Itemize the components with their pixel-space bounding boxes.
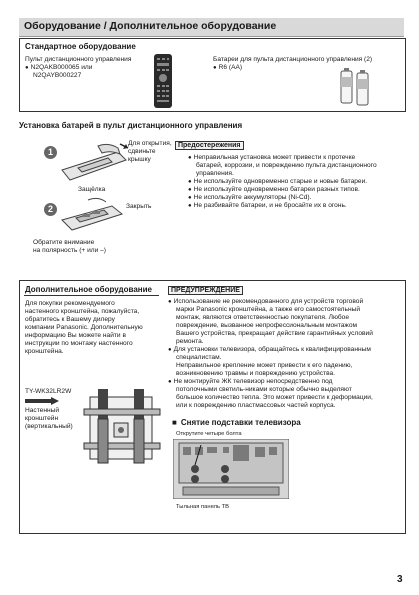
- warning-line-1: ● Использование не рекомендованного для устройств торговой: [168, 298, 363, 306]
- warning-line-5: Вашего устройства, прекращает действие гарантийных условий: [176, 330, 373, 337]
- remote-label: Пульт дистанционного управления: [25, 56, 132, 63]
- wall-bracket-image: [78, 387, 166, 473]
- warning-line-3: монтаж, являются ответственностью покупателя. Любое: [176, 314, 350, 321]
- warning-line-6: ремонта.: [176, 338, 204, 345]
- caption-close: Закрыть: [126, 203, 152, 210]
- page-number: 3: [397, 574, 403, 585]
- optional-equipment-box: [19, 280, 406, 534]
- warning-line-9: Неправильное крепление может привести к его падению,: [176, 362, 353, 369]
- caution-item-4: ● Не используйте аккумуляторы (Ni-Cd).: [188, 194, 311, 202]
- standard-equipment-box: [19, 38, 406, 112]
- caption-latch: Защёлка: [78, 186, 106, 193]
- caution-item-5: ● Не разбивайте батареи, и не бросайте их в огонь.: [188, 202, 347, 210]
- caution-item-1: ● Неправильная установка может привести к протечке: [188, 154, 355, 162]
- caution-item-1b: батарей, коррозии, и повреждению пульта дистанционного: [196, 162, 377, 169]
- optional-body-2: настенного кронштейна, пожалуйста,: [25, 308, 140, 315]
- optional-body-1: Для покупки рекомендуемого: [25, 300, 115, 307]
- caption-polarity-1: Обратите внимание: [33, 239, 95, 246]
- caption-open-2: сдвиньте: [128, 148, 156, 155]
- optional-body-5: информацию Вы можете найти в: [25, 332, 126, 339]
- install-title: Установка батарей в пульт дистанционного управления: [19, 121, 243, 130]
- warning-line-12: потолочными светиль-никами которые обычно выделяют: [176, 386, 352, 393]
- remote-model-1: ● N2QAKB000065 или: [25, 64, 92, 72]
- caution-item-2: ● Не используйте одновременно старые и новые батареи.: [188, 178, 367, 186]
- bracket-label-1: Настенный: [25, 407, 60, 414]
- optional-title: Дополнительное оборудование: [25, 285, 152, 294]
- bracket-model: TY-WK32LR2W: [25, 388, 72, 395]
- caption-polarity-2: на полярность (+ или –): [33, 247, 106, 254]
- warning-line-13: большое количество тепла. Это может привести к деформации,: [176, 394, 373, 401]
- step-2-badge: 2: [44, 203, 57, 216]
- warning-line-10: возникновению травмы и повреждению устройства.: [176, 370, 335, 377]
- batteries-label: Батареи для пульта дистанционного управления (2): [213, 56, 373, 63]
- caption-open-3: крышку: [128, 156, 151, 163]
- remote-control-image: [150, 53, 176, 109]
- optional-body-3: обратитесь к Вашему дилеру: [25, 316, 115, 323]
- caution-item-1c: управления.: [196, 170, 234, 177]
- warning-line-8: специалистам.: [176, 354, 222, 361]
- warning-line-7: ● Для установки телевизора, обращайтесь к квалифицированным: [168, 346, 371, 354]
- warning-line-2: марки Panasonic кронштейна, а также его самостоятельный: [176, 306, 361, 313]
- batteries-model: ● R6 (AA): [213, 64, 242, 72]
- bracket-arrow-icon: [25, 397, 59, 405]
- remote-open-illustration: [58, 140, 138, 185]
- warning-title: ПРЕДУПРЕЖДЕНИЕ: [168, 286, 243, 295]
- bracket-label-2: кронштейн: [25, 415, 59, 422]
- optional-body-7: кронштейна.: [25, 348, 64, 355]
- remote-model-2: N2QAYB000227: [33, 72, 82, 79]
- bracket-label-3: (вертикальный): [25, 423, 73, 430]
- stand-removal-title: ■ Снятие подставки телевизора: [172, 418, 301, 427]
- stand-caption: Открутите четыре болта: [176, 431, 242, 437]
- tv-rear-panel-image: [173, 439, 289, 499]
- caution-item-3: ● Не используйте одновременно батареи разных типов.: [188, 186, 360, 194]
- warning-line-4: повреждение, вызванное непрофессиональным монтажом: [176, 322, 358, 329]
- standard-title: Стандартное оборудование: [25, 42, 136, 51]
- section-title: Оборудование / Дополнительное оборудование: [24, 20, 277, 32]
- remote-close-illustration: [58, 196, 130, 238]
- step-1-badge: 1: [44, 146, 57, 159]
- optional-title-rule: [24, 295, 159, 296]
- caution-title: Предостережения: [175, 141, 244, 150]
- rear-panel-caption: Тыльная панель ТВ: [176, 504, 230, 510]
- batteries-image: [338, 67, 374, 107]
- caption-open-1: Для открытия,: [128, 140, 172, 147]
- section-header: [19, 18, 404, 37]
- optional-body-4: компании Panasonic. Дополнительную: [25, 324, 143, 331]
- optional-body-6: инструкции по монтажу настенного: [25, 340, 133, 347]
- warning-line-14: или к повреждению пластмассовых частей корпуса.: [176, 402, 336, 409]
- warning-line-11: ● Не монтируйте ЖК телевизор непосредственно под: [168, 378, 332, 386]
